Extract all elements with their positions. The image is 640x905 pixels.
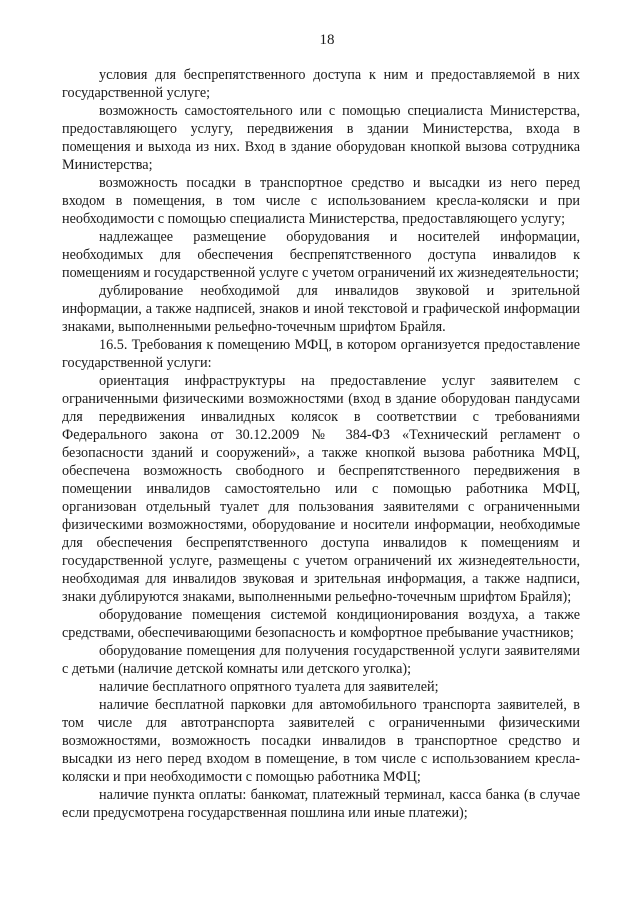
paragraph-movement-ministry: возможность самостоятельного или с помощью специалиста Министерства, предоставляющего услугу, передвижения в здании Министерства, входа в помещения и выхода из них. Вход в здание оборудован кнопкой вызова сотрудника Министерства; <box>62 103 580 173</box>
paragraph-transport-boarding: возможность посадки в транспортное средство и высадки из него перед входом в помещения, в том числе с использованием кресла-коляски и при необходимости с помощью специалиста Министерства, предоставляющего услугу; <box>62 175 580 227</box>
paragraph-mfc-requirements: 16.5. Требования к помещению МФЦ, в котором организуется предоставление государственной услуги: <box>62 337 580 371</box>
paragraph-payment-point: наличие пункта оплаты: банкомат, платежный терминал, касса банка (в случае если предусмотрена государственная пошлина или иные платежи); <box>62 787 580 821</box>
document-page <box>62 30 580 822</box>
paragraph-air-conditioning: оборудование помещения системой кондиционирования воздуха, а также средствами, обеспечивающими безопасность и комфортное пребывание участников; <box>62 607 580 641</box>
paragraph-children-room: оборудование помещения для получения государственной услуги заявителями с детьми (наличие детской комнаты или детского уголка); <box>62 643 580 677</box>
paragraph-braille-duplication: дублирование необходимой для инвалидов звуковой и зрительной информации, а также надписей, знаков и иной текстовой и графической информации знаками, выполненными рельефно-точечным шрифтом Брайля. <box>62 283 580 335</box>
paragraph-free-toilet: наличие бесплатного опрятного туалета для заявителей; <box>99 679 439 695</box>
page-number: 18 <box>319 32 335 48</box>
document-body <box>62 66 580 822</box>
paragraph-equipment-placement: надлежащее размещение оборудования и носителей информации, необходимых для обеспечения беспрепятственного доступа инвалидов к помещениям и государственной услуге с учетом ограничений их жизнедеятельности; <box>62 229 580 281</box>
paragraph-infrastructure-orientation: ориентация инфраструктуры на предоставление услуг заявителем с ограниченными физическими возможностями (вход в здание оборудован пандусами для передвижения инвалидных колясок в соответствии с требованиями Федерального закона от 30.12.2009 № 384-ФЗ «Технический регламент о безопасности зданий и сооружений», а также кнопкой вызова работника МФЦ, обеспечена возможность свободного и беспрепятственного передвижения в помещении инвалидов самостоятельно или с помощью работника МФЦ, организован отдельный туалет для пользования заявителями с ограниченными физическими возможностями, оборудование и носители информации, необходимые для обеспечения беспрепятственного доступа инвалидов к помещениям и государственной услуге, размещены с учетом ограничений их жизнедеятельности, необходимая для инвалидов звуковая и зрительная информация, а также надписи, знаки дублируются знаками, выполненными рельефно-точечным шрифтом Брайля); <box>62 373 580 605</box>
paragraph-access-conditions: условия для беспрепятственного доступа к ним и предоставляемой в них государственной услуге; <box>62 67 580 101</box>
paragraph-free-parking: наличие бесплатной парковки для автомобильного транспорта заявителей, в том числе для автотранспорта заявителей с ограниченными физическими возможностями, возможность посадки инвалидов в транспортное средство и высадки из него перед входом в помещение, в том числе с использованием кресла-коляски и при необходимости с помощью работника МФЦ; <box>62 697 580 785</box>
